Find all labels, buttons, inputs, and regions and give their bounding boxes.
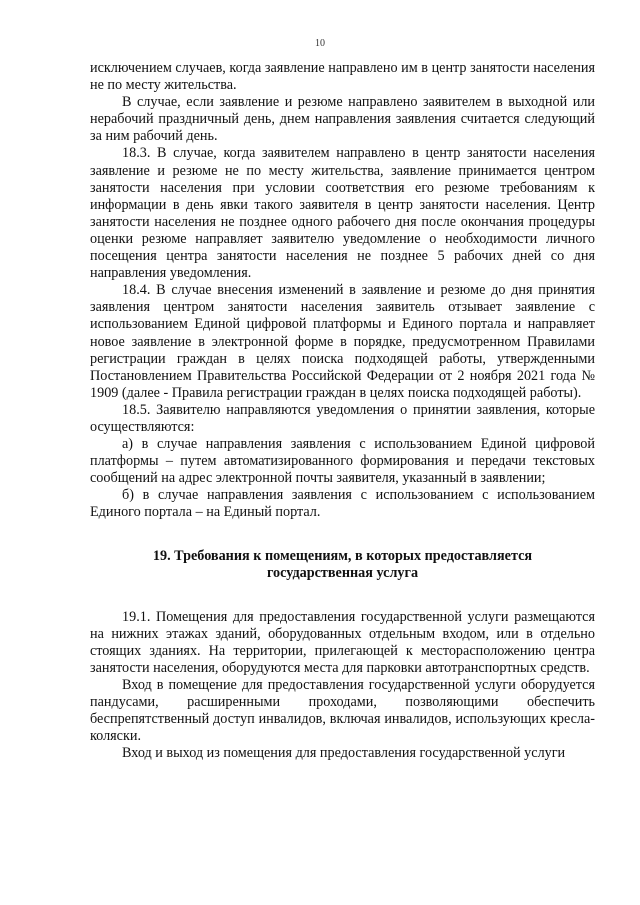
paragraph-weekend-rule: В случае, если заявление и резюме направлено заявителем в выходной или нерабочий праздничный день, днем направления заявления считается следующий за ним рабочий день. bbox=[90, 94, 595, 145]
paragraph-entrance-exit: Вход и выход из помещения для предоставления государственной услуги bbox=[122, 745, 566, 762]
paragraph-continuation: исключением случаев, когда заявление направлено им в центр занятости населения не по месту жительства. bbox=[90, 60, 595, 94]
paragraph-18-4: 18.4. В случае внесения изменений в заявление и резюме до дня принятия заявления центром занятости населения заявитель отзывает заявление с использованием Единой цифровой платформы и Единого портала и направляет новое заявление в электронной форме в порядке, предусмотренном Правилами регистрации граждан в целях поиска подходящей работы, утвержденными Постановлением Правительства Российской Федерации от 2 ноября 2021 года № 1909 (далее - Правила регистрации граждан в целях поиска подходящей работы). bbox=[90, 282, 595, 401]
page-number: 10 bbox=[315, 38, 325, 49]
paragraph-19-1: 19.1. Помещения для предоставления государственной услуги размещаются на нижних этажах зданий, оборудованных отдельным входом, или в отдельно стоящих зданиях. На территории, прилегающей к месторасположению центра занятости населения, оборудуются места для парковки автотранспортных средств. bbox=[90, 608, 595, 676]
section-heading-line-2: государственная услуга bbox=[266, 565, 419, 582]
paragraph-18-3: 18.3. В случае, когда заявителем направлено в центр занятости населения заявление и резюме не по месту жительства, заявление принимается центром занятости населения при условии соответствия его резюме требованиям к информации в день явки такого заявителя в центр занятости населения. Центр занятости населения не позднее одного рабочего дня после окончания процедуры оценки резюме направляет заявителю уведомление о необходимости личного посещения центра занятости населения не позднее 5 рабочих дней со дня направления уведомления. bbox=[90, 145, 595, 282]
paragraph-18-5: 18.5. Заявителю направляются уведомления о принятии заявления, которые осуществляются: bbox=[90, 401, 595, 435]
paragraphs-after-heading bbox=[90, 609, 595, 763]
section-heading-line-1: 19. Требования к помещениям, в которых предоставляется bbox=[152, 547, 533, 564]
list-item-b: б) в случае направления заявления с использованием с использованием Единого портала – на Единый портал. bbox=[90, 487, 595, 521]
paragraphs-before-heading bbox=[90, 60, 595, 522]
section-heading-19 bbox=[90, 548, 595, 583]
list-item-a: а) в случае направления заявления с использованием Единой цифровой платформы – путем автоматизированного формирования и передачи текстовых сообщений на адрес электронной почты заявителя, указанный в заявлении; bbox=[90, 436, 595, 487]
paragraph-entrance-ramps: Вход в помещение для предоставления государственной услуги оборудуется пандусами, расширенными проходами, позволяющими обеспечить беспрепятственный доступ инвалидов, включая инвалидов, использующих кресла-коляски. bbox=[90, 676, 595, 745]
document-body bbox=[90, 60, 595, 762]
